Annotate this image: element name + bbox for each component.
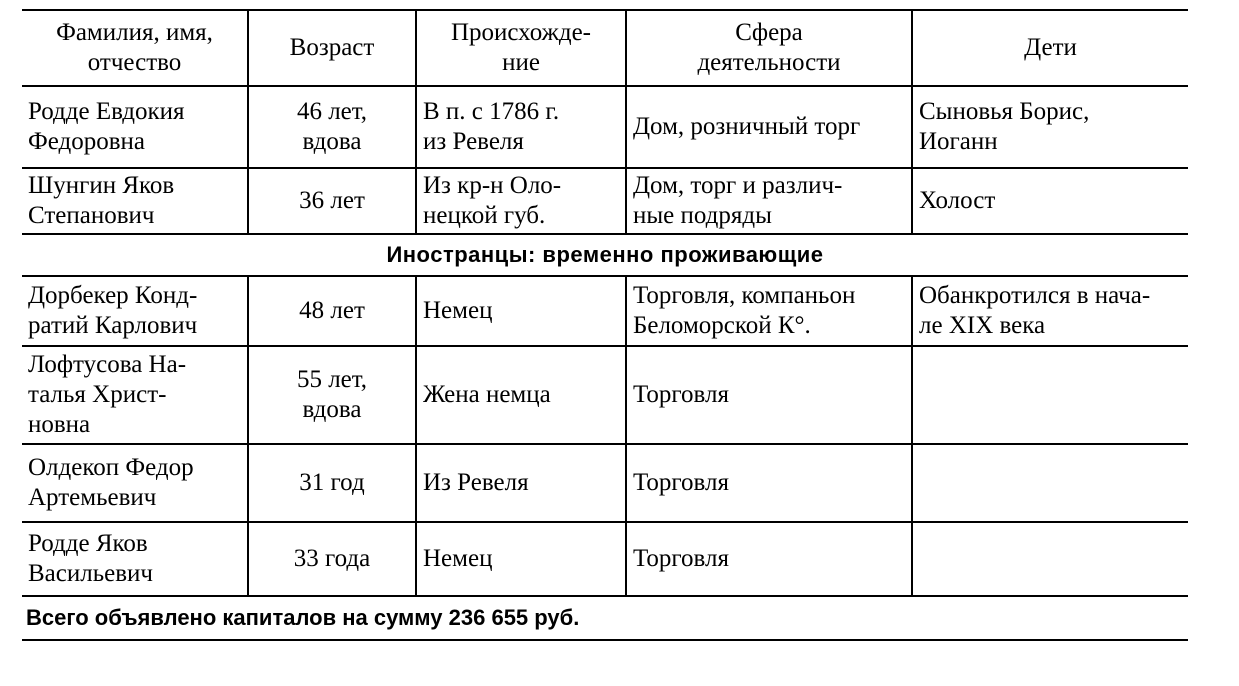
cell-line: 33 года — [293, 545, 371, 572]
cell-line: Торговля, компаньон — [633, 282, 856, 309]
merchants-table — [22, 9, 1188, 641]
cell-line: Из кр-н Оло- — [423, 172, 562, 199]
cell-line: Сыновья Борис, — [919, 98, 1090, 125]
cell-children — [912, 522, 1188, 596]
table-row — [22, 444, 1188, 522]
cell-age — [248, 168, 416, 234]
cell-line: 55 лет, — [296, 366, 368, 393]
cell-line: Беломорской К°. — [633, 312, 811, 339]
cell-children — [912, 276, 1188, 346]
cell-line: Степанович — [28, 202, 155, 229]
cell-sphere — [626, 346, 912, 444]
cell-name — [22, 444, 248, 522]
cell-sphere — [626, 444, 912, 522]
table-row — [22, 168, 1188, 234]
cell-line: вдова — [302, 396, 362, 423]
cell-line: Торговля — [633, 545, 729, 572]
cell-origin — [416, 522, 626, 596]
table-body — [22, 10, 1188, 640]
cell-line: Дом, торг и различ- — [633, 172, 843, 199]
cell-name — [22, 168, 248, 234]
cell-line: Обанкротился в нача- — [919, 282, 1151, 309]
cell-name — [22, 522, 248, 596]
cell-line: 48 лет — [299, 297, 365, 324]
header-age: Возраст — [248, 10, 416, 86]
table-row — [22, 346, 1188, 444]
cell-children — [912, 444, 1188, 522]
header-name-line: отчество — [87, 49, 182, 76]
header-origin-line: Происхожде- — [450, 19, 592, 46]
cell-line: Лофтусова На- — [28, 351, 187, 378]
header-children: Дети — [912, 10, 1188, 86]
header-sphere-line: деятельности — [697, 49, 841, 76]
cell-origin — [416, 86, 626, 168]
cell-children — [912, 86, 1188, 168]
header-origin — [416, 10, 626, 86]
total-text: Всего объявлено капиталов на сумму 236 655 руб. — [22, 596, 1188, 640]
cell-sphere — [626, 522, 912, 596]
cell-origin — [416, 276, 626, 346]
cell-line: Немец — [423, 545, 493, 572]
cell-line: В п. с 1786 г. — [423, 98, 560, 125]
cell-age — [248, 444, 416, 522]
cell-line: Родде Яков — [28, 530, 148, 557]
cell-line: 46 лет, — [296, 98, 368, 125]
cell-line: Родде Евдокия — [28, 98, 185, 125]
cell-line: Артемьевич — [28, 484, 157, 511]
table-row — [22, 276, 1188, 346]
cell-children — [912, 168, 1188, 234]
cell-line: новна — [28, 411, 91, 438]
cell-origin — [416, 444, 626, 522]
cell-age — [248, 86, 416, 168]
table-row — [22, 86, 1188, 168]
cell-line: ные подряды — [633, 202, 772, 229]
cell-line: 31 год — [299, 469, 365, 496]
cell-line: Васильевич — [28, 560, 153, 587]
cell-line: Жена немца — [423, 381, 551, 408]
cell-line: Немец — [423, 297, 493, 324]
cell-name — [22, 86, 248, 168]
section-title: Иностранцы: временно проживающие — [22, 234, 1188, 276]
header-sphere — [626, 10, 912, 86]
cell-age — [248, 276, 416, 346]
cell-line: Шунгин Яков — [28, 172, 175, 199]
cell-age — [248, 346, 416, 444]
cell-line: 36 лет — [299, 187, 365, 214]
cell-sphere — [626, 86, 912, 168]
cell-line: Торговля — [633, 381, 729, 408]
cell-name — [22, 276, 248, 346]
cell-line: Торговля — [633, 469, 729, 496]
cell-line: Федоровна — [28, 128, 146, 155]
total-row — [22, 596, 1188, 640]
cell-origin — [416, 168, 626, 234]
cell-line: вдова — [302, 128, 362, 155]
cell-age — [248, 522, 416, 596]
header-origin-line: ние — [502, 49, 540, 76]
cell-line: Иоганн — [919, 128, 998, 155]
header-name-line: Фамилия, имя, — [56, 19, 213, 46]
section-title-row — [22, 234, 1188, 276]
header-sphere-line: Сфера — [735, 19, 803, 46]
cell-children — [912, 346, 1188, 444]
cell-line: ратий Карлович — [28, 312, 198, 339]
cell-line: нецкой губ. — [423, 202, 546, 229]
cell-line: Дорбекер Конд- — [28, 282, 198, 309]
cell-line: из Ревеля — [423, 128, 524, 155]
cell-line: Холост — [919, 187, 996, 214]
cell-name — [22, 346, 248, 444]
cell-origin — [416, 346, 626, 444]
cell-line: Из Ревеля — [423, 469, 529, 496]
cell-sphere — [626, 168, 912, 234]
cell-line: Дом, розничный торг — [633, 113, 861, 140]
header-name — [22, 10, 248, 86]
cell-sphere — [626, 276, 912, 346]
cell-line: Олдекоп Федор — [28, 454, 194, 481]
table-row — [22, 522, 1188, 596]
cell-line: ле XIX века — [919, 312, 1046, 339]
cell-line: талья Христ- — [28, 381, 167, 408]
table-header-row — [22, 10, 1188, 86]
